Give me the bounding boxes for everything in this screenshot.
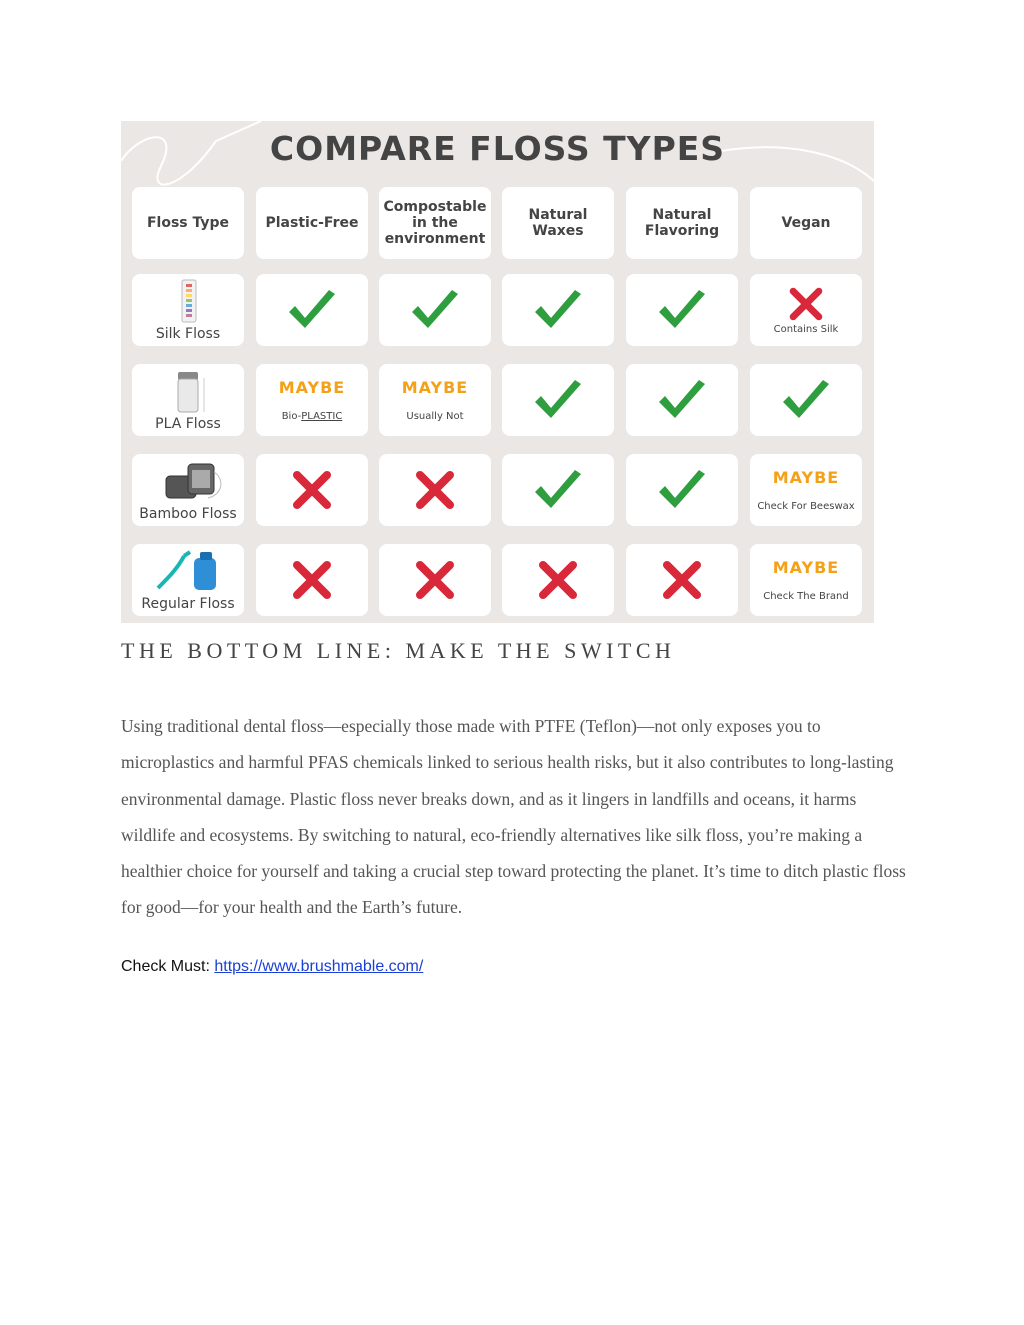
floss-type-name: PLA Floss xyxy=(155,416,221,432)
cross-icon xyxy=(785,286,827,322)
checkmark-icon xyxy=(531,378,585,422)
header-cell xyxy=(379,187,491,259)
status-cell xyxy=(750,454,862,526)
status-cell xyxy=(502,544,614,616)
pla-floss-jar-icon xyxy=(148,368,228,414)
cell-note: Check The Brand xyxy=(763,591,849,602)
brushmable-link[interactable]: https://www.brushmable.com/ xyxy=(214,958,424,975)
cell-note: Check For Beeswax xyxy=(757,501,855,512)
row-label-cell xyxy=(132,544,244,616)
status-cell xyxy=(750,544,862,616)
header-cell xyxy=(626,187,738,259)
header-cell xyxy=(750,187,862,259)
check-must-label: Check Must: xyxy=(121,958,215,975)
status-cell xyxy=(626,544,738,616)
regular-floss-pick-icon xyxy=(148,548,228,594)
cross-icon xyxy=(537,559,579,601)
column-header: Plastic-Free xyxy=(265,215,359,231)
status-cell xyxy=(502,454,614,526)
status-cell xyxy=(379,544,491,616)
section-heading: THE BOTTOM LINE: MAKE THE SWITCH xyxy=(121,638,676,663)
cell-note: Bio-PLASTIC xyxy=(281,411,343,422)
row-label-cell xyxy=(132,274,244,346)
silk-floss-card-icon xyxy=(148,278,228,324)
checkmark-icon xyxy=(655,468,709,512)
floss-type-name: Silk Floss xyxy=(155,326,221,342)
column-header: Floss Type xyxy=(146,215,230,231)
checkmark-icon xyxy=(408,288,462,332)
header-cell xyxy=(502,187,614,259)
column-header: Natural Flavoring xyxy=(644,207,720,239)
status-cell xyxy=(626,364,738,436)
status-cell xyxy=(502,364,614,436)
status-cell xyxy=(256,544,368,616)
cell-note: Usually Not xyxy=(406,411,464,422)
body-paragraph: Using traditional dental floss—especially those made with PTFE (Teflon)—not only exposes you to microplastics and harmful PFAS chemicals linked to serious health risks, but it also contributes to long-lasting environmental damage. Plastic floss never breaks down, and as it lingers in landfills and oceans, it harms wildlife and ecosystems. By switching to natural, eco-friendly alternatives like silk floss, you’re making a healthier choice for yourself and taking a crucial step toward protecting the planet. It’s time to ditch plastic floss for good—for your health and the Earth’s future. xyxy=(121,716,906,918)
cross-icon xyxy=(414,469,456,511)
checkmark-icon xyxy=(531,468,585,512)
header-cell xyxy=(132,187,244,259)
checkmark-icon xyxy=(285,288,339,332)
status-cell xyxy=(256,274,368,346)
maybe-label: MAYBE xyxy=(772,468,840,487)
status-cell xyxy=(626,454,738,526)
column-header: Natural Waxes xyxy=(528,207,588,239)
status-cell xyxy=(502,274,614,346)
bamboo-floss-containers-icon xyxy=(148,458,228,504)
status-cell xyxy=(750,274,862,346)
header-cell xyxy=(256,187,368,259)
check-must-line xyxy=(121,958,423,976)
maybe-label: MAYBE xyxy=(772,558,840,577)
row-label-cell xyxy=(132,454,244,526)
status-cell xyxy=(750,364,862,436)
infographic-title: COMPARE FLOSS TYPES xyxy=(269,129,726,168)
status-cell xyxy=(379,364,491,436)
checkmark-icon xyxy=(531,288,585,332)
cell-note: Contains Silk xyxy=(773,323,839,335)
floss-type-name: Regular Floss xyxy=(141,596,235,612)
maybe-label: MAYBE xyxy=(401,378,469,397)
floss-type-name: Bamboo Floss xyxy=(139,506,237,522)
cross-icon xyxy=(291,559,333,601)
cross-icon xyxy=(661,559,703,601)
cross-icon xyxy=(291,469,333,511)
row-label-cell xyxy=(132,364,244,436)
checkmark-icon xyxy=(655,378,709,422)
status-cell xyxy=(379,454,491,526)
status-cell xyxy=(626,274,738,346)
cross-icon xyxy=(414,559,456,601)
floss-comparison-infographic xyxy=(121,121,874,623)
status-cell xyxy=(379,274,491,346)
maybe-label: MAYBE xyxy=(278,378,346,397)
status-cell xyxy=(256,454,368,526)
column-header: Vegan xyxy=(781,215,831,231)
checkmark-icon xyxy=(779,378,833,422)
status-cell xyxy=(256,364,368,436)
column-header: Compostable in the environment xyxy=(383,199,487,247)
checkmark-icon xyxy=(655,288,709,332)
